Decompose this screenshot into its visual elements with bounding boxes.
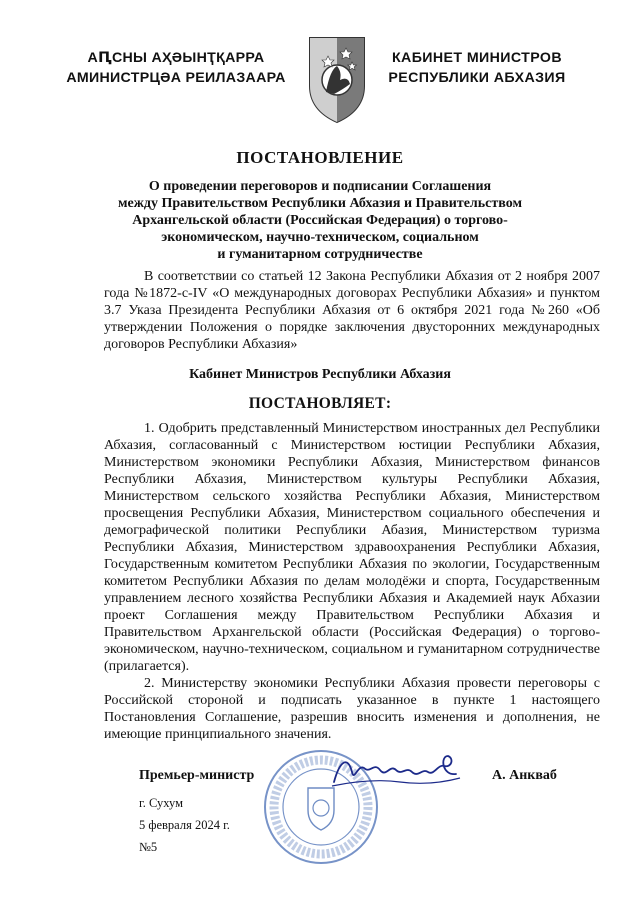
state-emblem-icon [306,34,368,124]
subject-line: О проведении переговоров и подписании Соглашения [148,179,492,194]
decree-word: ПОСТАНОВЛЯЕТ: [248,395,392,412]
handwritten-signature [330,752,465,792]
document-number: №5 [139,840,158,854]
header-abkhaz-title [56,48,296,88]
decree-item: 2. Министерству экономики Республики Абхазия провести переговоры с Российской стороной и подписать указанное в пункте 1 настоящего Постановления Соглашение, разрешив вносить изменения и дополнения, не имеющие принципиального значения. [104,676,600,742]
header-abkhaz-line2: АМИНИСТРЦӘА РЕИЛАЗААРА [66,70,286,86]
document-date: 5 февраля 2024 г. [139,818,230,832]
preamble-text: В соответствии со статьей 12 Закона Республики Абхазия от 2 ноября 2007 года №1872-с-IV «О международных договорах Республики Абхазия» и пунктом 3.7 Указа Президента Республики Абхазия от 6 октября 2021 года №260 «Об утверждении Положения о порядке заключения двусторонних международных договоров Республики Абхазия» [104,269,600,352]
document-subject [100,178,540,263]
document-type: ПОСТАНОВЛЕНИЕ [236,148,404,167]
subject-line: Архангельской области (Российская Федерация) о торгово- [132,213,508,228]
header-russian-line2: РЕСПУБЛИКИ АБХАЗИЯ [388,70,566,86]
signatory-name: А. Анкваб [492,768,557,783]
signatory-role: Премьер-министр [139,768,255,783]
header-abkhaz-line1: АԤСНЫ АҲӘЫНҬҚАРРА [87,50,265,66]
decree-item: 1. Одобрить представленный Министерством иностранных дел Республики Абхазия, согласованный с Министерством юстиции Республики Абхазия, Министерством экономики Республики Абхазия, Министерством финансов Республики Абхазия, Министерством культуры Республики Абхазия, Министерством сельского хозяйства Республики Абхазия, Министерством просвещения Республики Абхазия, Министерством социального обеспечения и демографической политики Республики Абазия, Министерством туризма Республики Абхазия, Министерством здравоохранения Республики Абхазия, Государственным комитетом Республики Абхазия по экологии, Государственным комитетом Республики Абхазия по делам молодёжи и спорта, Государственным управлением лесного хозяйства Республики Абхазия и Академией наук Абхазии проект Соглашения между Правительством Республики Абхазия и Правительством Архангельской области (Российская Федерация) о торгово-экономическом, научно-техническом, социальном и гуманитарном сотрудничестве (прилагается). [104,421,600,674]
header-russian-title [372,48,582,88]
subject-line: между Правительством Республики Абхазия и Правительством [117,196,522,211]
issuing-body: Кабинет Министров Республики Абхазия [189,367,451,382]
document-place: г. Сухум [139,796,184,810]
subject-line: и гуманитарном сотрудничестве [217,247,423,262]
decree-items [104,420,600,743]
preamble [104,268,600,353]
subject-line: экономическом, научно-техническом, социальном [161,230,479,245]
header-russian-line1: КАБИНЕТ МИНИСТРОВ [392,50,562,66]
